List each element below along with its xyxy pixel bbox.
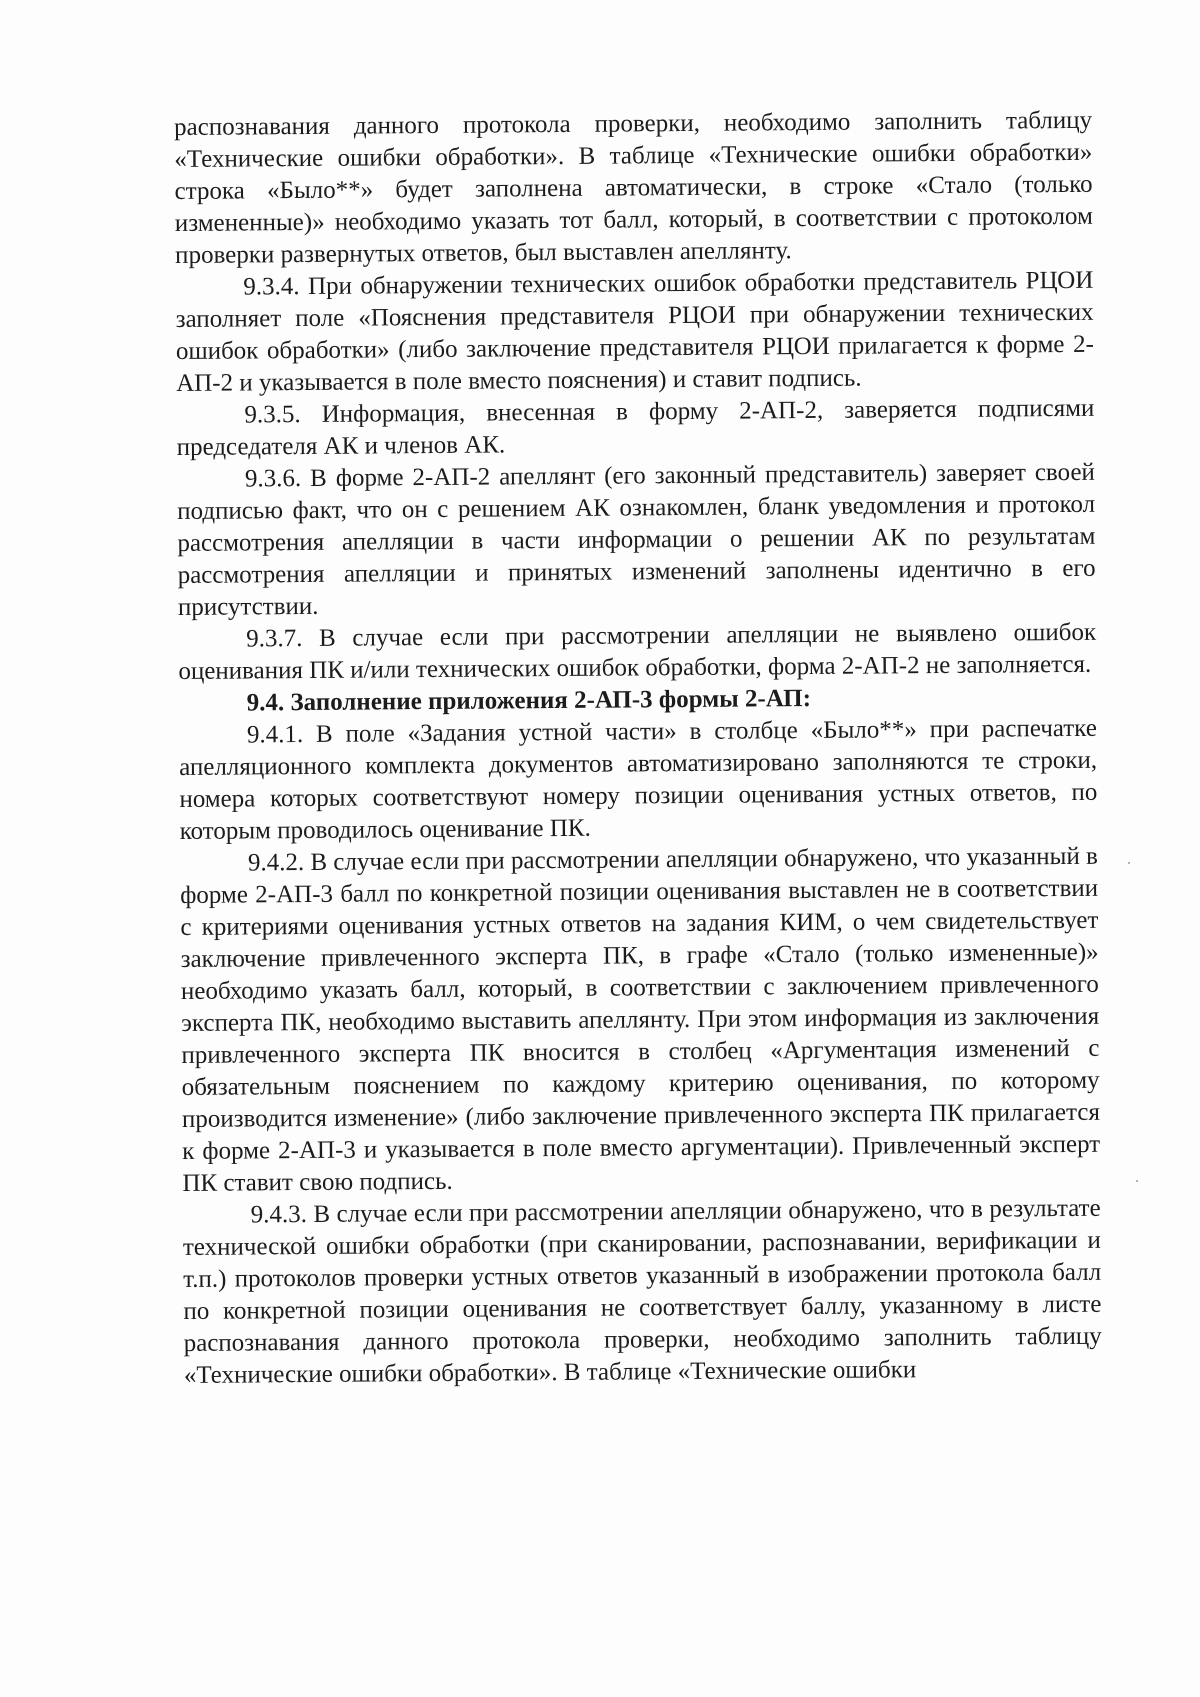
scan-speck <box>1128 862 1130 864</box>
paragraph-9-4-1: 9.4.1. В поле «Задания устной части» в столбце «Было**» при распечатке апелляционного комплекта документов автоматизировано заполняются те строки, номера которых соответствуют номеру позиции оценивания устных ответов, по которым проводилось оценивание ПК. <box>179 714 1098 845</box>
section-heading-9-4: 9.4. Заполнение приложения 2-АП-3 формы 2-АП: <box>246 685 812 717</box>
paragraph-9-3-6: 9.3.6. В форме 2-АП-2 апеллянт (его законный представитель) заверяет своей подписью факт, что он с решением АК ознакомлен, бланк уведомления и протокол рассмотрения апелляции в части информации о решении АК по результатам рассмотрения апелляции и принятых изменений заполнены идентично в его присутствии. <box>177 458 1096 621</box>
paragraph-9-3-4: 9.3.4. При обнаружении технических ошибок обработки представитель РЦОИ заполняет поле «Пояснения представителя РЦОИ при обнаружении технических ошибок обработки» (либо заключение представителя РЦОИ прилагается к форме 2-АП-2 и указывается в поле вместо пояснения) и ставит подпись. <box>175 266 1094 397</box>
paragraph-9-4-2: 9.4.2. В случае если при рассмотрении апелляции обнаружено, что указанный в форме 2-АП-3 балл по конкретной позиции оценивания выставлен не в соответствии с критериями оценивания устных ответов на задания КИМ, о чем свидетельствует заключение привлеченного эксперта ПК, в графе «Стало (только измененные)» необходимо указать балл, который, в соответствии с заключением привлеченного эксперта ПК, необходимо выставить апеллянту. При этом информация из заключения привлеченного эксперта ПК вносится в столбец «Аргументация изменений с обязательным пояснением по каждому критерию оценивания, по которому производится изменение» (либо заключение привлеченного эксперта ПК прилагается к форме 2-АП-3 и указывается в поле вместо аргументации). Привлеченный эксперт ПК ставит свою подпись. <box>180 842 1101 1197</box>
paragraph-9-3-7: 9.3.7. В случае если при рассмотрении апелляции не выявлено ошибок оценивания ПК и/или технических ошибок обработки, форма 2-АП-2 не заполняется. <box>178 618 1097 685</box>
scan-speck <box>1136 1180 1138 1182</box>
document-body <box>174 105 1102 1392</box>
paragraph-continuation: распознавания данного протокола проверки, необходимо заполнить таблицу «Технические ошибки обработки». В таблице «Технические ошибки обработки» строка «Было**» будет заполнена автоматически, в строке «Стало (только измененные)» необходимо указать тот балл, который, в соответствии с протоколом проверки развернутых ответов, был выставлен апеллянту. <box>174 106 1093 269</box>
paragraph-9-3-5: 9.3.5. Информация, внесенная в форму 2-АП-2, заверяется подписями председателя АК и членов АК. <box>176 394 1095 461</box>
paragraph-9-4-3: 9.4.3. В случае если при рассмотрении апелляции обнаружено, что в результате технической ошибки обработки (при сканировании, распознавании, верификации и т.п.) протоколов проверки устных ответов указанный в изображении протокола балл по конкретной позиции оценивания не соответствует баллу, указанному в листе распознавания данного протокола проверки, необходимо заполнить таблицу «Технические ошибки обработки». В таблице «Технические ошибки <box>182 1194 1102 1389</box>
